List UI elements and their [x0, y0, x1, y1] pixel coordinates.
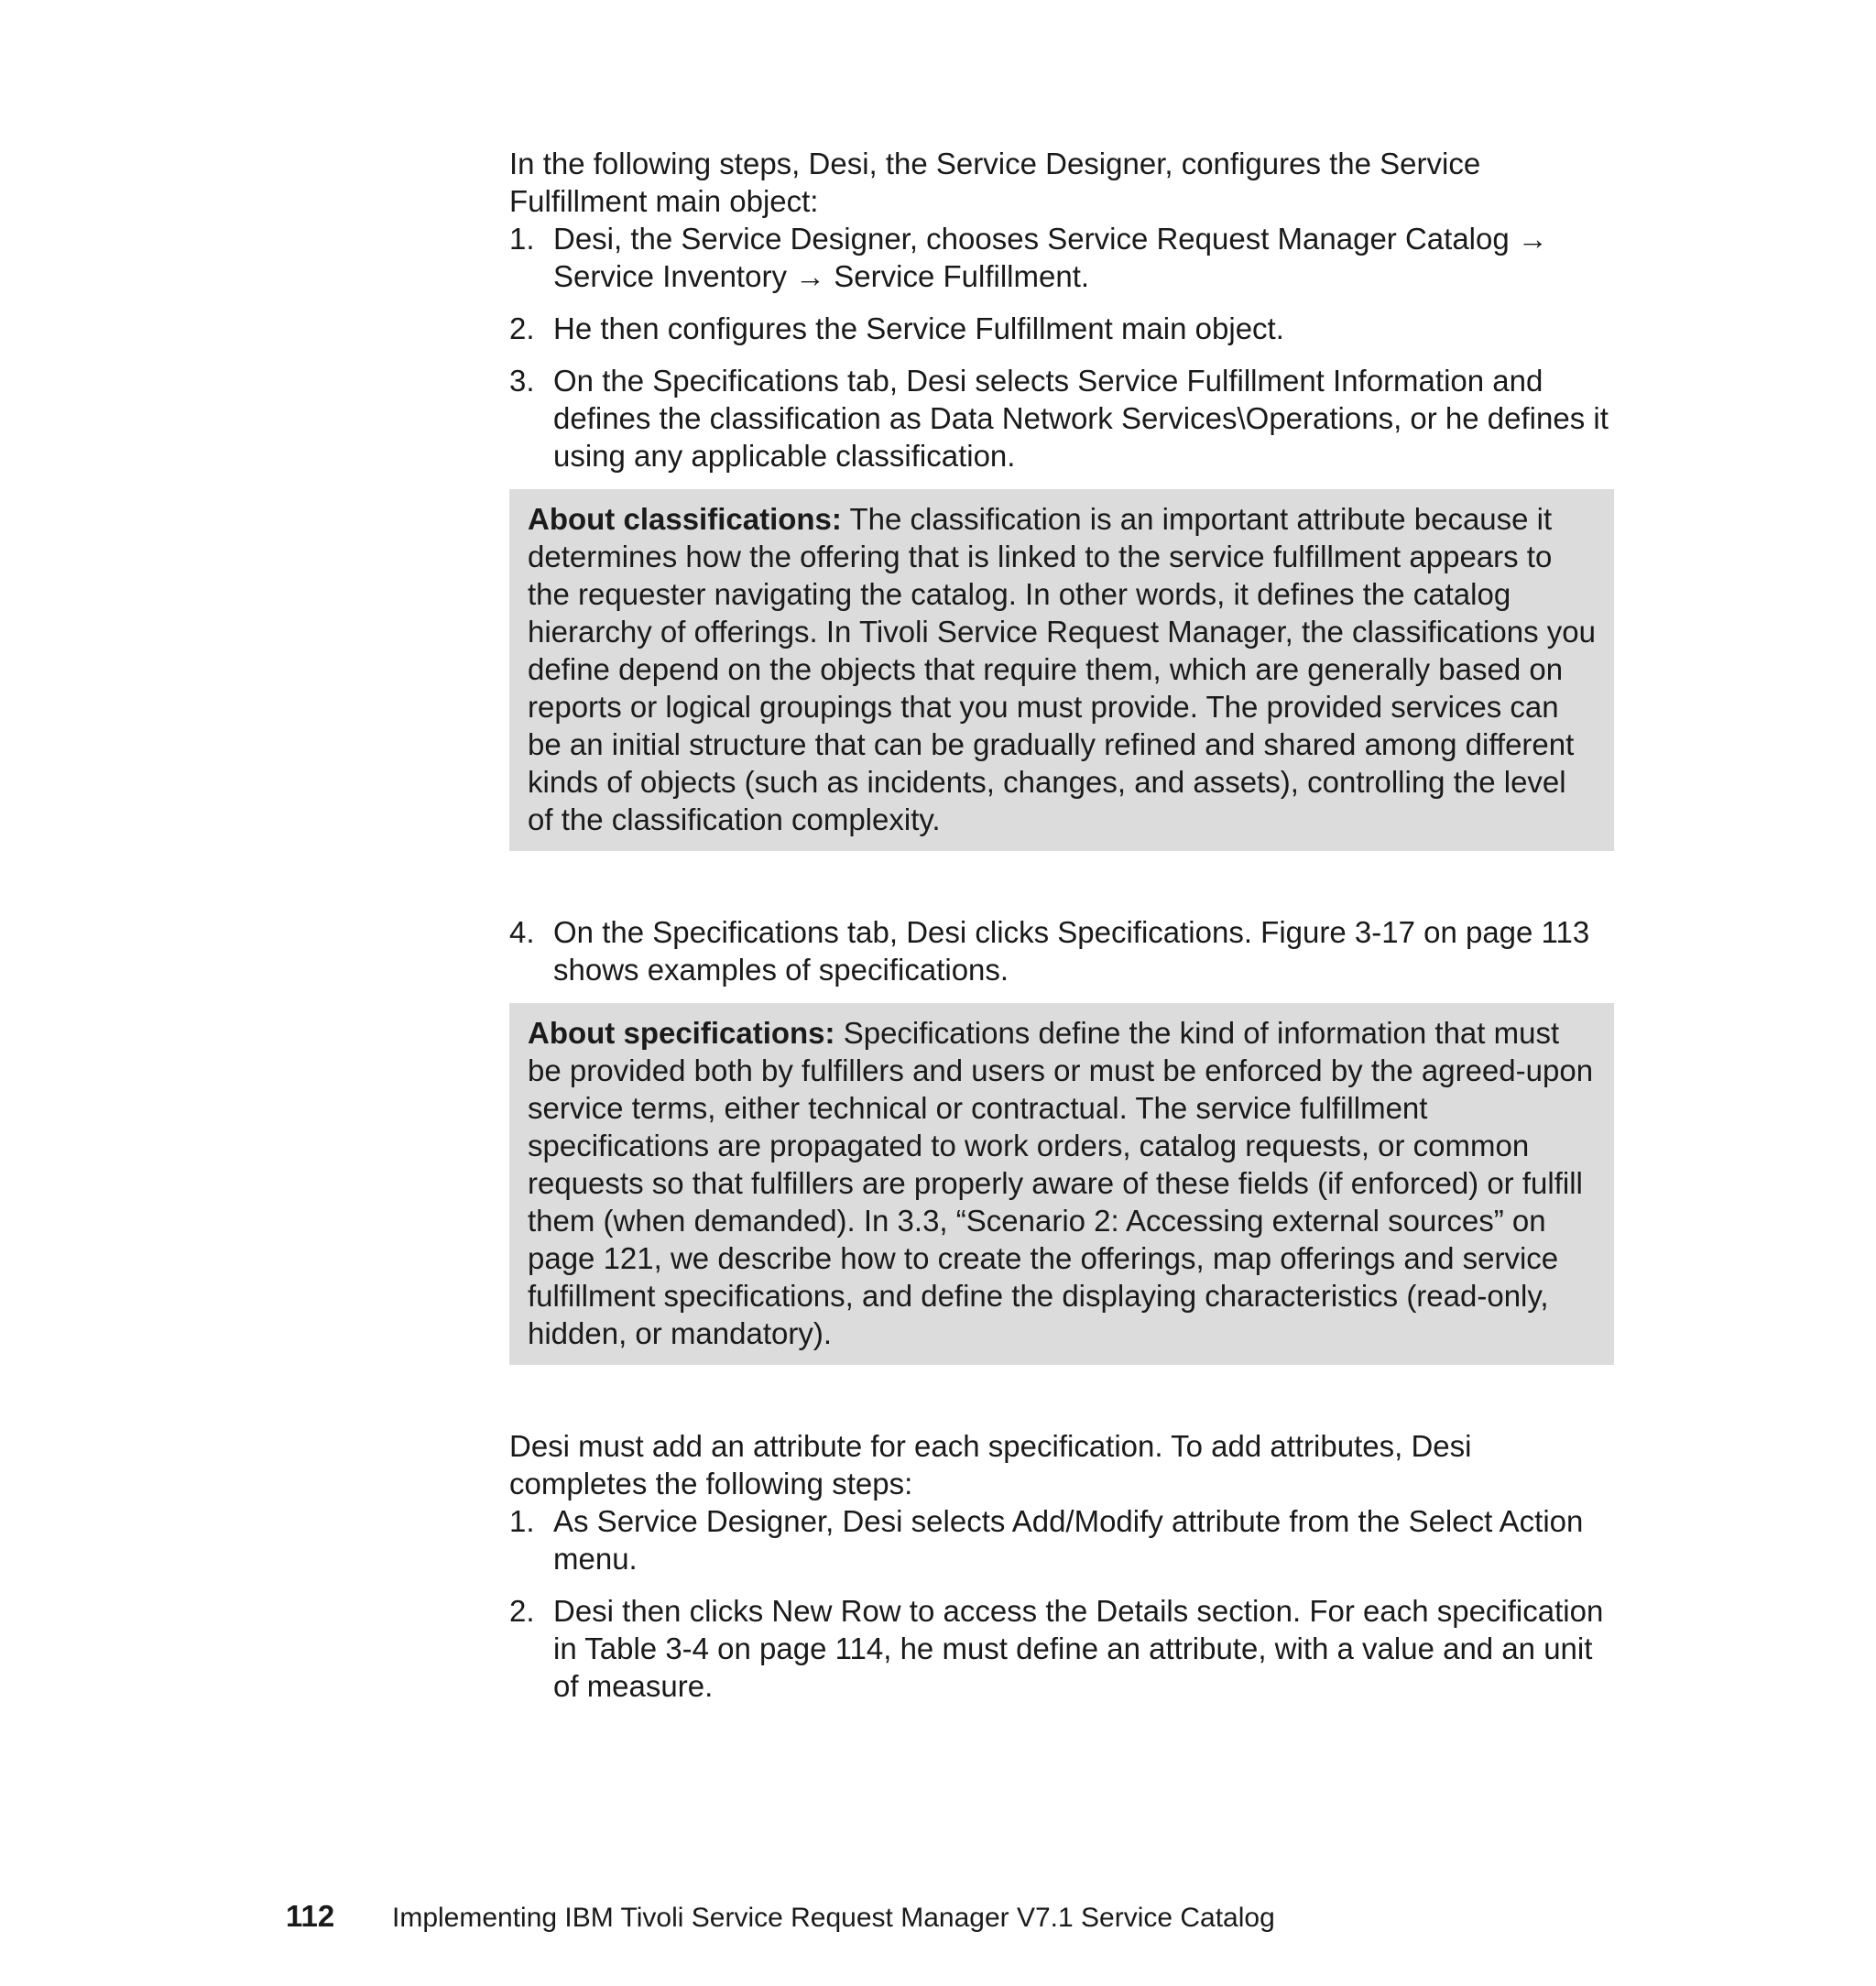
step-number: 1.	[509, 222, 535, 256]
note-body: Specifications define the kind of information that must be provided both by fulfillers and users or must be enforced by the agreed-upon service terms, either technical or contractual. The service fulfillment specifications are propagated to work orders, catalog requests, or common requests so that fulfillers are properly aware of these fields (if enforced) or fulfill them (when demanded). In 3.3, “Scenario 2: Accessing external sources” on page 121, we describe how to create the offerings, map offerings and service fulfillment specifications, and define the displaying characteristics (read-only, hidden, or mandatory).	[528, 1016, 1594, 1350]
step-number: 3.	[509, 364, 535, 398]
note-lead: About classifications:	[528, 502, 842, 536]
step-number: 1.	[509, 1504, 535, 1538]
page-body	[509, 145, 1614, 1719]
book-title: Implementing IBM Tivoli Service Request Manager V7.1 Service Catalog	[392, 1903, 1275, 1933]
step-number: 2.	[509, 1594, 535, 1628]
step-text: On the Specifications tab, Desi selects Service Fulfillment Information and defines the classification as Data Network Services\Operations, or he defines it using any applicable classification.	[553, 364, 1609, 473]
note-about-specifications	[509, 1003, 1614, 1365]
step-number: 2.	[509, 311, 535, 345]
page-number: 112	[286, 1899, 335, 1933]
step-text: He then configures the Service Fulfillment main object.	[553, 311, 1284, 345]
list-item	[509, 220, 1614, 295]
note-lead: About specifications:	[528, 1016, 835, 1050]
section1-steps	[509, 220, 1614, 475]
step-text: Desi, the Service Designer, chooses Service Request Manager Catalog → Service Inventory → Service Fulfillment.	[553, 222, 1548, 293]
page-footer	[286, 1900, 1275, 1935]
note-body: The classification is an important attribute because it determines how the offering that is linked to the service fulfillment appears to the requester navigating the catalog. In other words, it defines the catalog hierarchy of offerings. In Tivoli Service Request Manager, the classifications you define depend on the objects that require them, which are generally based on reports or logical groupings that you must provide. The provided services can be an initial structure that can be gradually refined and shared among different kinds of objects (such as incidents, changes, and assets), controlling the level of the classification complexity.	[528, 502, 1596, 836]
list-item	[509, 1592, 1614, 1705]
step-text: On the Specifications tab, Desi clicks Specifications. Figure 3-17 on page 113 shows examples of specifications.	[553, 915, 1590, 987]
section2-steps	[509, 1502, 1614, 1705]
section2-intro: Desi must add an attribute for each specification. To add attributes, Desi completes the following steps:	[509, 1429, 1472, 1500]
list-item	[509, 913, 1614, 988]
list-item	[509, 1502, 1614, 1577]
list-item	[509, 310, 1614, 347]
note-about-classifications	[509, 489, 1614, 851]
step4-list	[509, 913, 1614, 988]
list-item	[509, 362, 1614, 475]
step-text: As Service Designer, Desi selects Add/Modify attribute from the Select Action menu.	[553, 1504, 1584, 1576]
section1-intro: In the following steps, Desi, the Service Designer, configures the Service Fulfillment main object:	[509, 147, 1481, 218]
step-text: Desi then clicks New Row to access the Details section. For each specification in Table 3-4 on page 114, he must define an attribute, with a value and an unit of measure.	[553, 1594, 1604, 1703]
step-number: 4.	[509, 915, 535, 949]
